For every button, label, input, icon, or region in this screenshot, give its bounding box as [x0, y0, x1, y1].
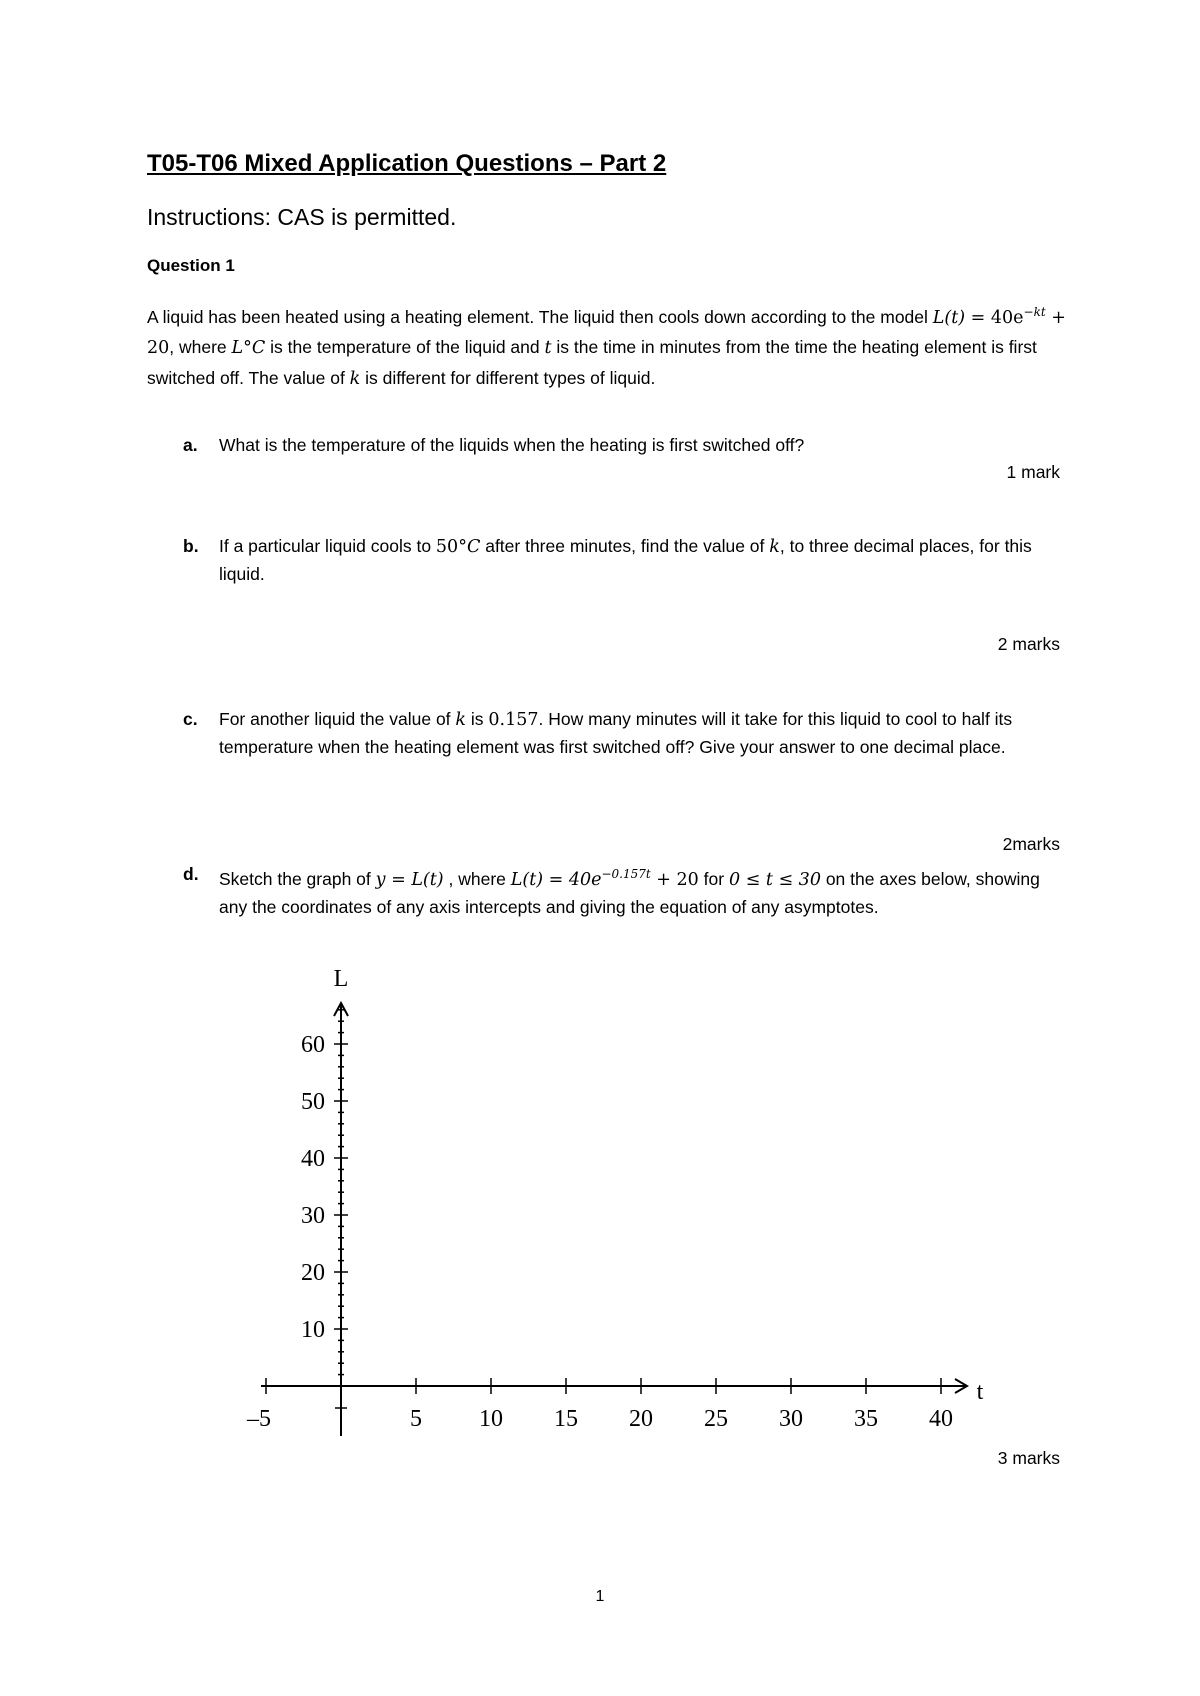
part-b-text-1: If a particular liquid cools to	[219, 536, 436, 556]
part-d-text-4: on the axes below, showing any the coordinates of any axis intercepts and giving the equation of any asymptotes.	[219, 868, 1040, 917]
part-b-label: b.	[183, 536, 199, 556]
part-c-text-3: . How many minutes will it take for this liquid to cool to half its temperature when the heating element was first switched off? Give your answer to one decimal place.	[219, 709, 1013, 757]
axis-layer	[246, 1003, 967, 1436]
part-c-text-1: For another liquid the value of	[219, 709, 456, 729]
part-d-eq2a: L(t) = 40e	[510, 869, 602, 890]
model-rhs: + 20	[147, 307, 1066, 359]
part-c-k: k	[455, 710, 467, 730]
page-number: 1	[595, 1588, 605, 1605]
part-d-text-3: for	[698, 868, 729, 889]
x-tick-label: 35	[854, 1406, 878, 1432]
part-d-eq1: y = L(t)	[375, 869, 444, 890]
x-tick-label: 25	[704, 1406, 728, 1432]
part-d-marks: 3 marks	[997, 1448, 1060, 1468]
x-tick-label: 10	[479, 1406, 503, 1432]
part-a-marks: 1 mark	[1006, 462, 1060, 482]
unit-var: L°C	[231, 338, 266, 359]
part-d-text-2: , where	[443, 868, 511, 889]
y-tick-label: 30	[301, 1203, 325, 1229]
model-lhs: L(t)	[932, 307, 966, 328]
t-var: t	[544, 338, 552, 359]
intro-text-1: A liquid has been heated using a heating element. The liquid then cools down according to the model	[147, 306, 933, 327]
x-tick-label: 30	[779, 1406, 803, 1432]
part-c-label: c.	[183, 709, 198, 729]
model-exponent: −kt	[1023, 305, 1046, 319]
y-tick-label: 10	[301, 1317, 325, 1343]
part-b-text-3: , to three decimal places, for this liquid.	[219, 536, 1032, 584]
x-tick-label: 5	[410, 1406, 422, 1432]
part-b-text-2: after three minutes, find the value of	[480, 536, 770, 556]
part-d-eq2b: + 20	[650, 869, 699, 890]
part-c-text-2: is	[466, 709, 489, 729]
instructions: Instructions: CAS is permitted.	[147, 204, 457, 230]
part-d-label: d.	[183, 864, 199, 884]
part-b-unit: °C	[458, 537, 481, 557]
intro-text-4: is the time in minutes from the time the heating element is first switched off. The value of	[147, 337, 1037, 388]
part-d-text-1: Sketch the graph of	[219, 868, 376, 889]
x-tick-label: 40	[929, 1406, 953, 1432]
part-c-value: 0.157	[488, 710, 539, 730]
part-d-range: 0 ≤ t ≤ 30	[728, 869, 821, 890]
y-axis-label: L	[333, 966, 349, 992]
k-var: k	[349, 368, 361, 389]
part-b-marks: 2 marks	[997, 634, 1060, 654]
model-eq: = 40e	[965, 307, 1024, 328]
part-d-eq2-exponent: −0.157t	[601, 867, 651, 881]
page-title: T05-T06 Mixed Application Questions – Part 2	[147, 150, 667, 177]
x-tick-label: 20	[629, 1406, 653, 1432]
y-tick-label: 40	[301, 1146, 325, 1172]
part-a-label: a.	[183, 435, 198, 455]
y-tick-label: 20	[301, 1260, 325, 1286]
x-axis-label: t	[976, 1379, 984, 1405]
intro-text-3: is the temperature of the liquid and	[265, 337, 545, 358]
part-a-text: What is the temperature of the liquids when the heating is first switched off?	[219, 435, 805, 455]
intro-text-2: , where	[169, 337, 232, 358]
y-tick-label: 60	[301, 1032, 325, 1058]
part-c-marks: 2marks	[1002, 834, 1060, 854]
y-tick-label: 50	[301, 1089, 325, 1115]
x-tick-label: 15	[554, 1406, 578, 1432]
x-tick-label: –5	[247, 1406, 271, 1432]
intro-text-5: is different for different types of liquid.	[360, 367, 656, 388]
part-b-value: 50	[435, 537, 459, 557]
part-b-k: k	[769, 537, 780, 557]
question-heading: Question 1	[147, 256, 235, 275]
